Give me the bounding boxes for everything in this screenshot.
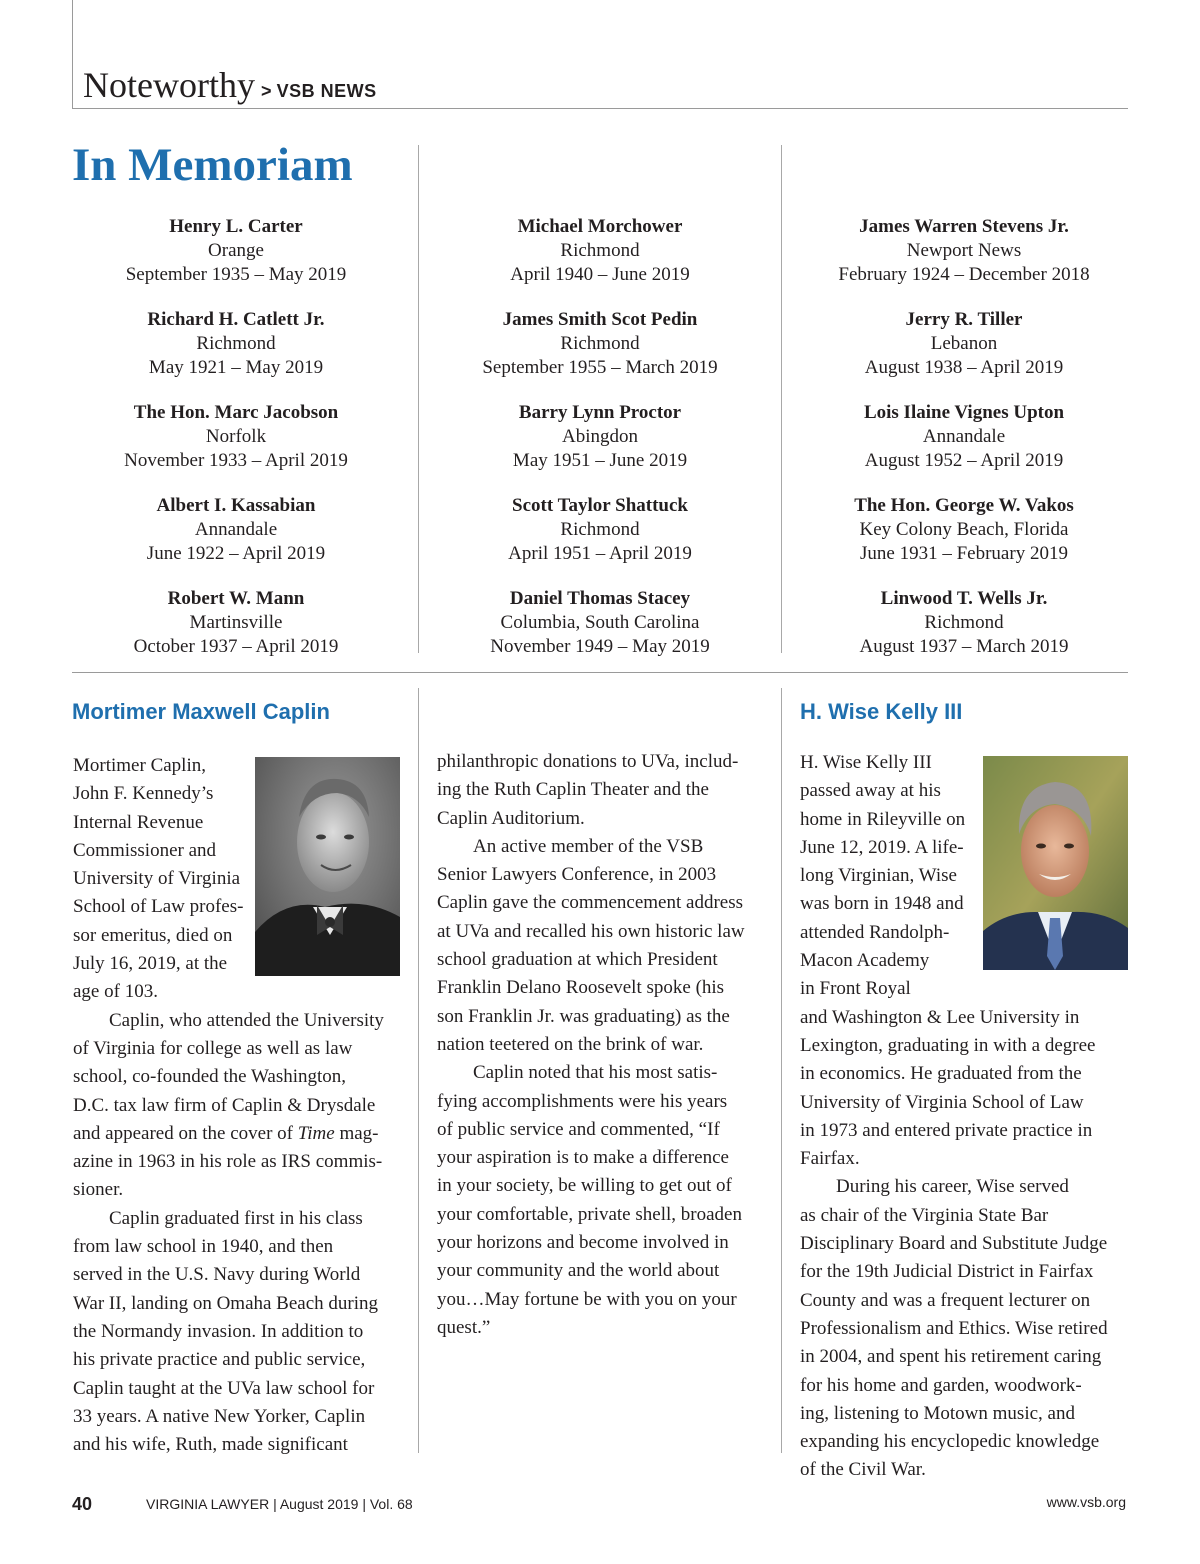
text-line: your horizons and become involved in [437,1232,729,1254]
text-line: the Normandy invasion. In addition to [73,1320,364,1342]
text-line: school, co-founded the Washington, [73,1066,347,1088]
italic-title: Time [297,1122,335,1144]
memoriam-place: Martinsville [189,612,283,634]
text-line: from law school in 1940, and then [73,1236,334,1258]
memoriam-column-1 [71,215,401,680]
memoriam-name: James Warren Stevens Jr. [859,216,1069,237]
text-line: your aspiration is to make a difference [437,1147,729,1169]
obituary-column-rule-1 [418,688,419,1453]
memoriam-entry [435,494,765,587]
memoriam-dates: November 1949 – May 2019 [490,636,710,658]
kelly-heading: H. Wise Kelly III [800,699,963,724]
kelly-portrait-photo [983,756,1128,970]
memoriam-place: Richmond [560,333,640,355]
memoriam-place: Abingdon [562,426,638,448]
text-line: philanthropic donations to UVa, includ- [437,751,739,772]
memoriam-place: Columbia, South Carolina [500,612,700,634]
caplin-heading: Mortimer Maxwell Caplin [72,699,330,724]
caplin-text-column-2 [437,748,773,1342]
memoriam-entry [435,308,765,401]
text-line: in 2004, and spent his retirement caring [800,1346,1102,1368]
text-line: County and was a frequent lecturer on [800,1289,1091,1311]
memoriam-dates: September 1935 – May 2019 [125,264,347,286]
text-line: Lexington, graduating in with a degree [800,1034,1096,1056]
memoriam-name: Linwood T. Wells Jr. [880,588,1048,609]
text-line: was born in 1948 and [800,893,964,915]
memoriam-name: Robert W. Mann [167,588,305,609]
text-line: age of 103. [73,981,158,1003]
memoriam-place: Annandale [194,519,278,541]
text-line: sioner. [73,1179,124,1201]
header-divider [72,108,1128,109]
memoriam-entry [71,308,401,401]
memoriam-dates: April 1951 – April 2019 [508,543,692,565]
memoriam-name: The Hon. Marc Jacobson [133,402,339,423]
text-line: in 1973 and entered private practice in [800,1119,1093,1141]
text-line: passed away at his [800,780,941,802]
text-line: Caplin gave the commencement address [437,892,744,914]
text-line: Caplin taught at the UVa law school for [73,1377,375,1399]
breadcrumb-separator: > [260,81,272,101]
text-line: quest.” [437,1316,491,1338]
text-line: 33 years. A native New Yorker, Caplin [73,1405,366,1427]
text-line: Macon Academy [800,950,930,972]
text-line: Internal Revenue [73,811,204,833]
text-line: home in Rileyville on [800,808,966,830]
text-line: July 16, 2019, at the [73,953,228,975]
memoriam-entry [71,494,401,587]
text-line: of public service and commented, “If [437,1118,720,1140]
text-line: Caplin graduated first in his class [109,1207,363,1229]
memoriam-entry [71,215,401,308]
text-line: his private practice and public service, [73,1349,366,1371]
obituary-column-rule-2 [781,688,782,1453]
text-line: Senior Lawyers Conference, in 2003 [437,864,717,886]
memoriam-name: The Hon. George W. Vakos [854,495,1074,516]
text-line: nation teetered on the brink of war. [437,1033,704,1055]
memoriam-title: In Memoriam [72,139,353,191]
memoriam-dates: August 1937 – March 2019 [859,636,1069,658]
memoriam-place: Newport News [906,240,1022,262]
memoriam-name: Scott Taylor Shattuck [512,495,688,516]
text-line: at UVa and recalled his own historic law [437,920,745,942]
memoriam-column-rule-2 [781,145,782,653]
page-number: 40 [72,1494,93,1514]
text-line: ing the Ruth Caplin Theater and the [437,779,709,801]
memoriam-place: Richmond [924,612,1004,634]
memoriam-column-rule-1 [418,145,419,653]
memoriam-name: Richard H. Catlett Jr. [147,309,325,330]
text-line: attended Randolph- [800,921,950,943]
memoriam-dates: May 1921 – May 2019 [148,357,324,379]
text-segment: and appeared on the cover of [73,1122,298,1144]
website-link[interactable]: www.vsb.org [1046,1494,1126,1510]
text-line: served in the U.S. Navy during World [73,1264,361,1286]
memoriam-name: Henry L. Carter [169,216,303,237]
text-line: in economics. He graduated from the [800,1063,1082,1085]
text-line: Disciplinary Board and Substitute Judge [800,1233,1108,1255]
memoriam-dates: February 1924 – December 2018 [838,264,1090,286]
header-left-rule [72,0,73,108]
text-line: and his wife, Ruth, made significant [73,1434,348,1456]
text-line: of the Civil War. [800,1459,926,1481]
text-line: University of Virginia [73,868,241,890]
text-line: Mortimer Caplin, [73,755,206,776]
memoriam-place: Richmond [196,333,276,355]
memoriam-name: Michael Morchower [517,216,683,237]
text-line: long Virginian, Wise [800,865,957,887]
text-line: for his home and garden, woodwork- [800,1374,1082,1396]
memoriam-column-2 [435,215,765,680]
memoriam-entry [799,587,1129,680]
memoriam-dates: September 1955 – March 2019 [482,357,718,379]
text-line: fying accomplishments were his years [437,1090,728,1112]
text-line: Caplin noted that his most satis- [473,1062,718,1084]
memoriam-entry [799,215,1129,308]
memoriam-place: Annandale [922,426,1006,448]
magazine-info: VIRGINIA LAWYER | August 2019 | Vol. 68 [146,1496,413,1512]
memoriam-dates: June 1922 – April 2019 [146,543,326,565]
memoriam-entry [435,587,765,680]
memoriam-entry [799,401,1129,494]
text-line: in your society, be willing to get out of [437,1175,732,1197]
memoriam-bottom-divider [72,672,1128,673]
memoriam-entry [435,215,765,308]
text-line: Fairfax. [800,1148,860,1170]
text-line: school graduation at which President [437,949,718,971]
memoriam-place: Lebanon [930,333,998,355]
memoriam-name: Lois Ilaine Vignes Upton [863,402,1065,423]
caplin-portrait-photo [255,757,400,976]
text-line: as chair of the Virginia State Bar [800,1204,1049,1226]
text-line: sor emeritus, died on [73,924,233,946]
text-line: June 12, 2019. A life- [800,836,964,858]
memoriam-entry [71,401,401,494]
text-line: azine in 1963 in his role as IRS commis- [73,1151,383,1173]
text-line: in Front Royal [800,978,911,1000]
subsection-title: VSB NEWS [276,81,377,101]
memoriam-place: Key Colony Beach, Florida [859,519,1069,541]
memoriam-entry [799,494,1129,587]
section-header [83,64,377,106]
text-line: of Virginia for college as well as law [73,1037,353,1059]
text-line: for the 19th Judicial District in Fairfax [800,1261,1094,1283]
memoriam-name: Daniel Thomas Stacey [509,588,691,609]
text-line: War II, landing on Omaha Beach during [73,1292,379,1314]
text-line [73,1120,409,1148]
memoriam-dates: August 1952 – April 2019 [864,450,1064,472]
memoriam-place: Norfolk [205,426,267,448]
text-line: ing, listening to Motown music, and [800,1402,1075,1424]
text-line: An active member of the VSB [473,835,704,857]
text-line: School of Law profes- [73,896,244,918]
memoriam-name: James Smith Scot Pedin [502,309,698,330]
text-line: you…May fortune be with you on your [437,1288,737,1310]
text-line: your comfortable, private shell, broaden [437,1203,742,1225]
text-line: D.C. tax law firm of Caplin & Drysdale [73,1094,376,1116]
memoriam-dates: April 1940 – June 2019 [510,264,690,286]
section-title: Noteworthy [83,65,255,105]
text-line: John F. Kennedy’s [73,783,214,805]
memoriam-dates: August 1938 – April 2019 [864,357,1064,379]
memoriam-place: Orange [208,240,264,262]
memoriam-entry [799,308,1129,401]
text-line: your community and the world about [437,1260,720,1282]
text-line: Caplin, who attended the University [109,1009,384,1031]
memoriam-dates: October 1937 – April 2019 [133,636,339,658]
text-line: Professionalism and Ethics. Wise retired [800,1317,1108,1339]
memoriam-entry [71,587,401,680]
text-line: During his career, Wise served [836,1176,1069,1198]
text-line: University of Virginia School of Law [800,1091,1084,1113]
text-line: Commissioner and [73,839,217,861]
memoriam-dates: June 1931 – February 2019 [860,543,1068,565]
memoriam-name: Albert I. Kassabian [156,495,316,516]
memoriam-column-3 [799,215,1129,680]
text-line: H. Wise Kelly III [800,752,932,773]
memoriam-name: Barry Lynn Proctor [518,402,682,423]
text-line: Caplin Auditorium. [437,807,585,829]
memoriam-entry [435,401,765,494]
memoriam-place: Richmond [560,519,640,541]
memoriam-dates: May 1951 – June 2019 [512,450,688,472]
text-line: expanding his encyclopedic knowledge [800,1431,1100,1453]
memoriam-dates: November 1933 – April 2019 [124,450,348,472]
memoriam-name: Jerry R. Tiller [905,309,1023,330]
memoriam-place: Richmond [560,240,640,262]
text-segment: mag- [334,1122,379,1144]
text-line: son Franklin Jr. was graduating) as the [437,1005,730,1027]
text-line: and Washington & Lee University in [800,1006,1080,1028]
text-line: Franklin Delano Roosevelt spoke (his [437,977,725,999]
